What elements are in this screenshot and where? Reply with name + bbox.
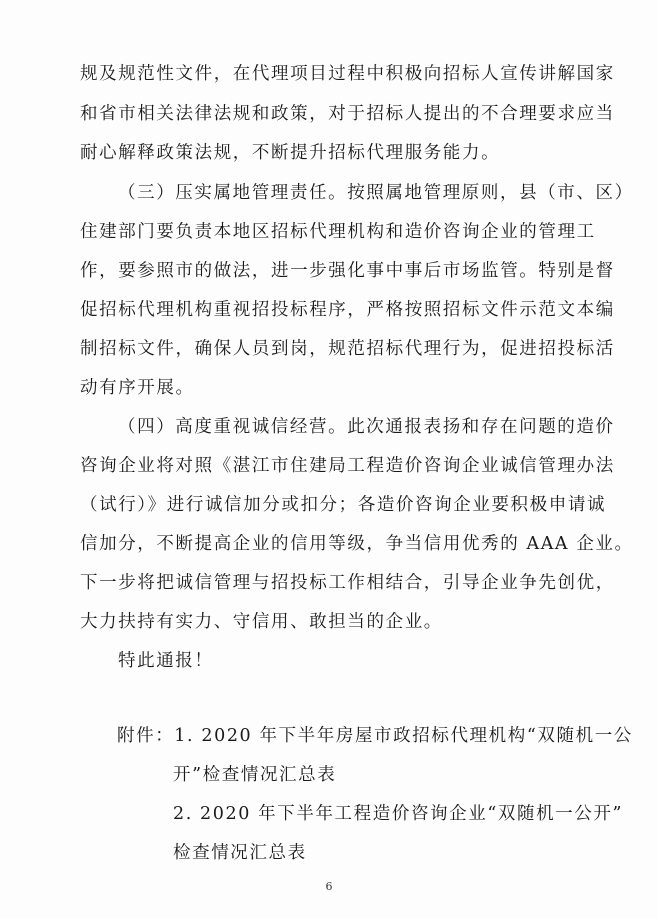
paragraph-2-line-6: 动有序开展。	[80, 378, 195, 398]
paragraph-2-line-2: 住建部门要负责本地区招标代理机构和造价咨询企业的管理工	[80, 222, 596, 242]
paragraph-3-line-4: 信加分，不断提高企业的信用等级，争当信用优秀的 AAA 企业。	[80, 534, 634, 554]
attachment-2-line-2: 检查情况汇总表	[173, 843, 307, 863]
paragraph-3-line-2: 咨询企业将对照《湛江市住建局工程造价咨询企业诚信管理办法	[80, 456, 615, 476]
page-number: 6	[325, 880, 333, 893]
attachment-2-line-1: 2. 2020 年下半年工程造价咨询企业“双随机一公开”	[173, 804, 624, 824]
paragraph-1-line-2: 和省市相关法律法规和政策，对于招标人提出的不合理要求应当	[80, 104, 615, 124]
paragraph-3-line-3: （试行）》进行诚信加分或扣分；各造价咨询企业要积极申请诚	[80, 495, 607, 515]
paragraph-2-line-1: （三）压实属地管理责任。按照属地管理原则，县（市、区）	[118, 183, 634, 203]
paragraph-3-line-5: 下一步将把诚信管理与招投标工作相结合，引导企业争先创优，	[80, 573, 615, 593]
paragraph-2-line-3: 作，要参照市的做法，进一步强化事中事后市场监管。特别是督	[80, 261, 615, 281]
attachment-1-line-2: 开”检查情况汇总表	[173, 765, 337, 785]
paragraph-3-line-6: 大力扶持有实力、守信用、敢担当的企业。	[80, 612, 443, 632]
paragraph-3-line-1: （四）高度重视诚信经营。此次通报表扬和存在问题的造价	[118, 417, 615, 437]
closing-text: 特此通报！	[118, 651, 214, 671]
paragraph-1-line-1: 规及规范性文件，在代理项目过程中积极向招标人宣传讲解国家	[80, 64, 615, 84]
paragraph-2-line-5: 制招标文件，确保人员到岗，规范招标代理行为，促进招投标活	[80, 339, 615, 359]
paragraph-2-line-4: 促招标代理机构重视招投标程序，严格按照招标文件示范文本编	[80, 300, 615, 320]
attachment-1-line-1: 附件：1. 2020 年下半年房屋市政招标代理机构“双随机一公	[117, 726, 633, 746]
paragraph-1-line-3: 耐心解释政策法规，不断提升招标代理服务能力。	[80, 143, 501, 163]
